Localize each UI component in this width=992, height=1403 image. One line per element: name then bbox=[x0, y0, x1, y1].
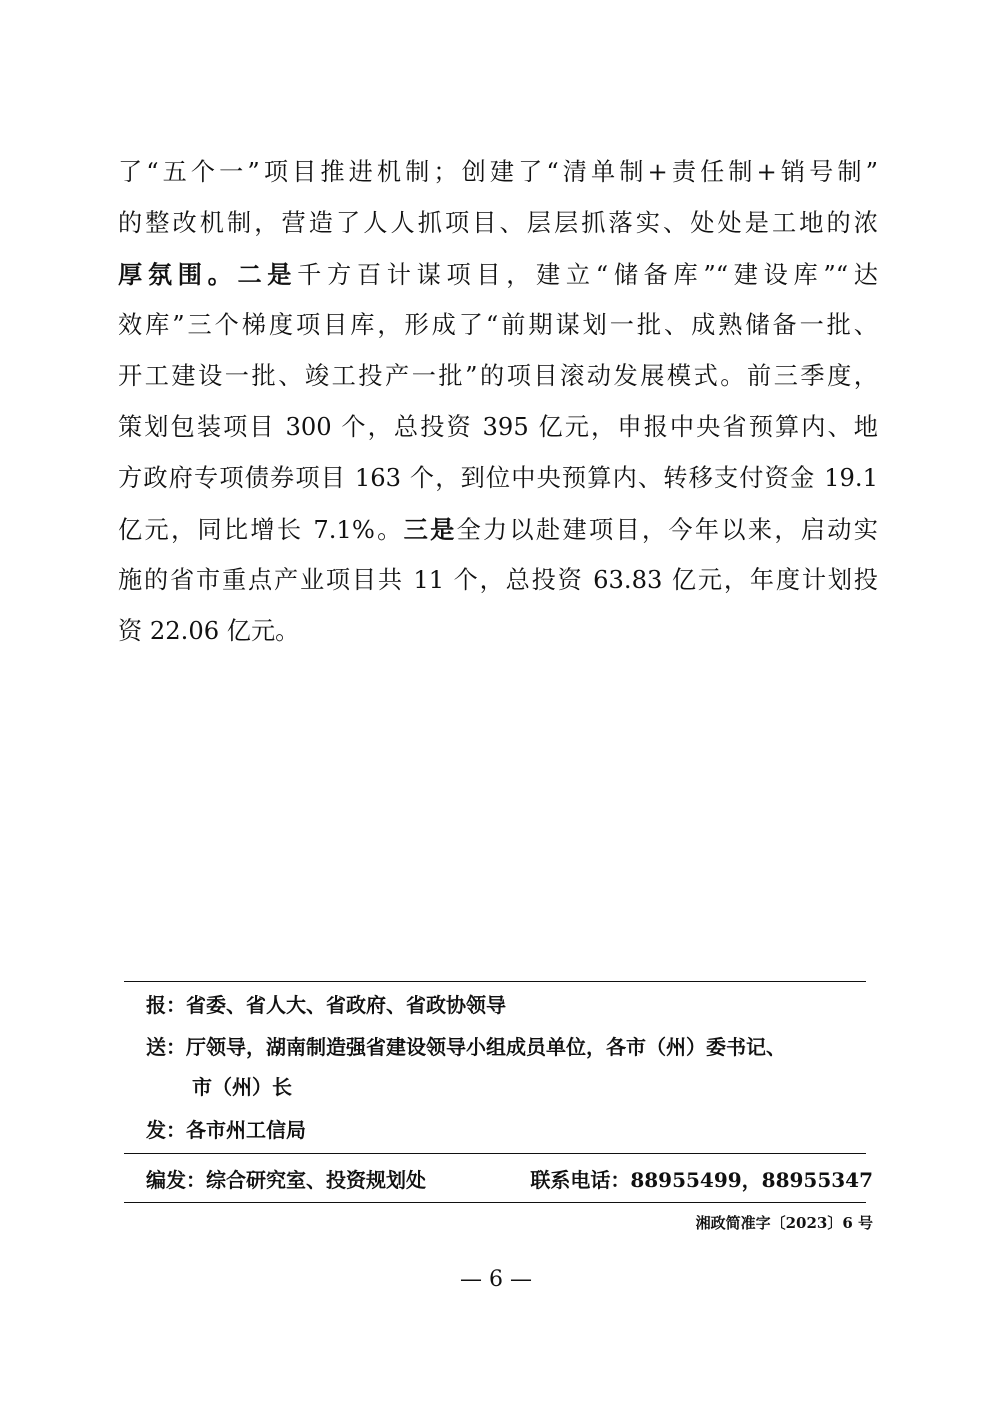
contact-phone: 联系电话：88955499，88955347 bbox=[530, 1168, 873, 1192]
page-number: — 6 — bbox=[460, 1267, 532, 1292]
report-to-line: 报：省委、省人大、省政府、省政协领导 bbox=[146, 993, 506, 1017]
body-line-3 bbox=[118, 249, 878, 300]
body-line-3-rest: 千方百计谋项目，建立“储备库”“建设库”“达 bbox=[297, 261, 878, 289]
footer-top-rule bbox=[124, 1153, 866, 1154]
footer-row bbox=[146, 1159, 873, 1201]
body-line-6: 策划包装项目 300 个，总投资 395 亿元，申报中央省预算内、地 bbox=[118, 413, 878, 441]
compiled-by: 编发：综合研究室、投资规划处 bbox=[146, 1168, 426, 1192]
body-line-10: 资 22.06 亿元。 bbox=[118, 617, 300, 645]
body-line-8-prefix: 亿元，同比增长 7.1%。 bbox=[118, 516, 404, 544]
body-line-8 bbox=[118, 504, 878, 555]
body-line-7: 方政府专项债券项目 163 个，到位中央预算内、转移支付资金 19.1 bbox=[118, 464, 878, 492]
body-line-5: 开工建设一批、竣工投产一批”的项目滚动发展模式。前三季度， bbox=[118, 362, 878, 390]
footer-bottom-rule bbox=[124, 1202, 866, 1203]
document-number: 湘政简准字〔2023〕6 号 bbox=[695, 1214, 873, 1232]
send-to-line-2: 市（州）长 bbox=[192, 1075, 292, 1099]
body-line-9: 施的省市重点产业项目共 11 个，总投资 63.83 亿元，年度计划投 bbox=[118, 566, 878, 594]
body-line-8-bold: 三是 bbox=[403, 515, 457, 544]
send-to-line-1: 送：厅领导，湖南制造强省建设领导小组成员单位，各市（州）委书记、 bbox=[146, 1035, 786, 1059]
body-line-8-rest: 全力以赴建项目，今年以来，启动实 bbox=[456, 516, 878, 544]
body-line-2: 的整改机制，营造了人人抓项目、层层抓落实、处处是工地的浓 bbox=[118, 209, 878, 237]
issue-to-line: 发：各市州工信局 bbox=[146, 1118, 306, 1142]
distribution-top-rule bbox=[124, 981, 866, 982]
body-line-3-bold: 厚氛围。二是 bbox=[118, 260, 298, 289]
body-line-4: 效库”三个梯度项目库，形成了“前期谋划一批、成熟储备一批、 bbox=[118, 311, 878, 339]
body-text bbox=[118, 147, 878, 657]
body-line-1: 了“五个一”项目推进机制；创建了“清单制+责任制+销号制” bbox=[118, 158, 878, 186]
